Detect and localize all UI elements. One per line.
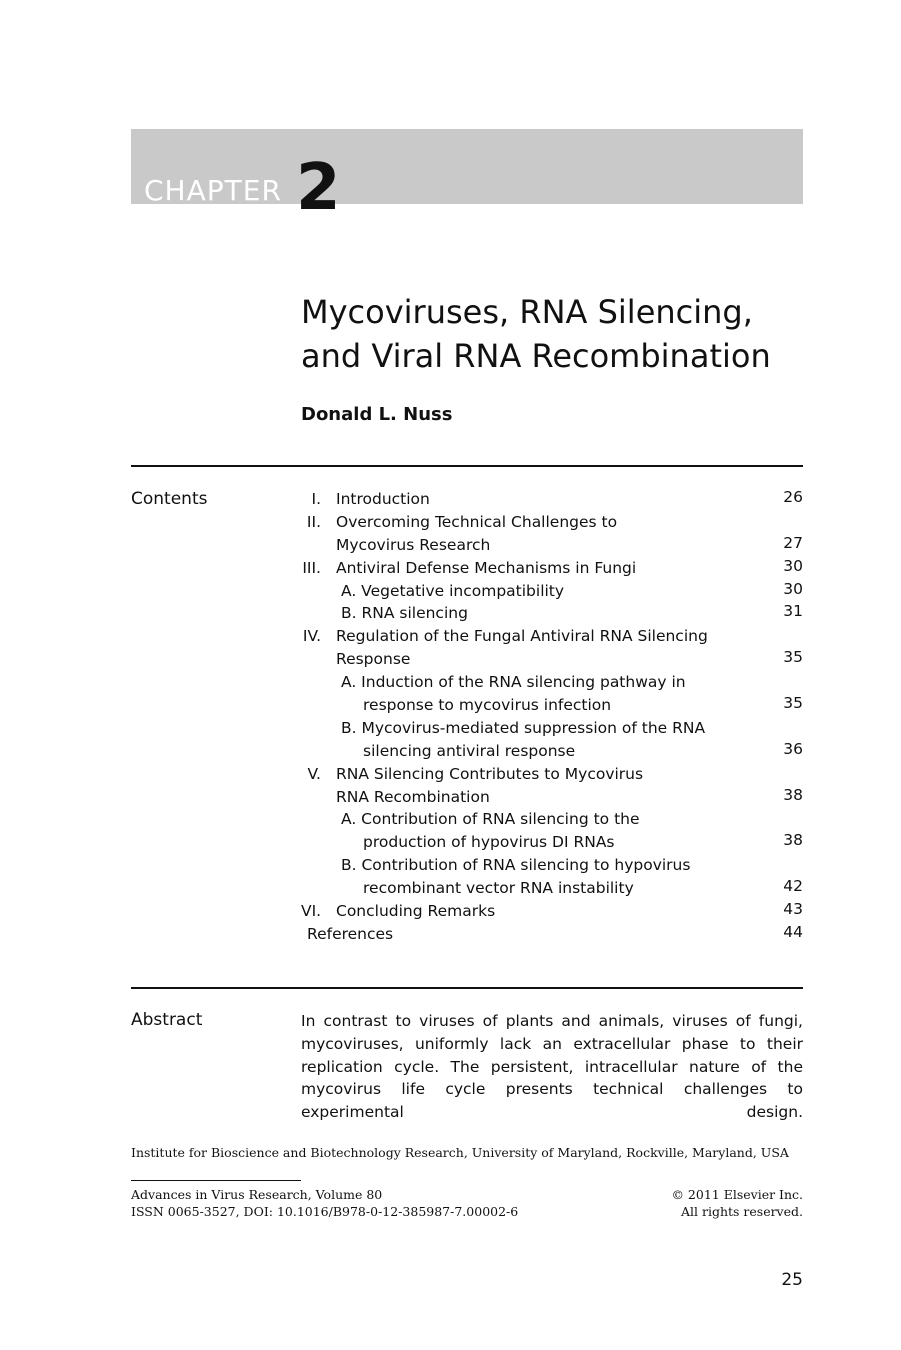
footnote-rule bbox=[131, 1180, 301, 1181]
toc-page-number: 26 bbox=[783, 488, 803, 506]
toc-line bbox=[301, 534, 803, 557]
toc-entry-text: Antiviral Defense Mechanisms in Fungi bbox=[336, 558, 637, 577]
toc-line bbox=[301, 717, 803, 740]
title-line-1: Mycoviruses, RNA Silencing, bbox=[301, 293, 753, 331]
journal-volume: Advances in Virus Research, Volume 80 bbox=[131, 1187, 383, 1202]
toc-line bbox=[301, 694, 803, 717]
title-line-2: and Viral RNA Recombination bbox=[301, 337, 771, 375]
toc-line bbox=[301, 854, 803, 877]
publication-info bbox=[131, 1186, 518, 1220]
toc-entry-text: Response bbox=[336, 650, 411, 669]
toc-page-number: 38 bbox=[783, 785, 803, 804]
contents-label: Contents bbox=[131, 489, 208, 509]
abstract-label: Abstract bbox=[131, 1010, 203, 1030]
toc-line bbox=[301, 923, 803, 946]
page-number: 25 bbox=[781, 1270, 803, 1290]
toc-page-number: 42 bbox=[783, 877, 803, 896]
toc-entry-text: Regulation of the Fungal Antiviral RNA Silencing bbox=[336, 627, 708, 646]
toc-line bbox=[301, 763, 803, 786]
toc-section-number: II. bbox=[306, 512, 321, 531]
toc-line bbox=[301, 625, 803, 648]
toc-line bbox=[301, 877, 803, 900]
toc-page-number: 38 bbox=[783, 831, 803, 850]
toc-entry-text: RNA Recombination bbox=[336, 787, 490, 806]
toc-page-number: 35 bbox=[783, 648, 803, 667]
toc-entry-text: Concluding Remarks bbox=[336, 902, 496, 921]
table-of-contents bbox=[301, 488, 803, 946]
toc-section-number: IV. bbox=[302, 627, 321, 646]
toc-section-number: V. bbox=[307, 764, 321, 783]
toc-entry-text: A. Induction of the RNA silencing pathway in bbox=[341, 673, 686, 692]
toc-page-number: 43 bbox=[783, 900, 803, 919]
copyright-notice: © 2011 Elsevier Inc. bbox=[671, 1187, 803, 1202]
author-affiliation: Institute for Bioscience and Biotechnology Research, University of Maryland, Rockville, Maryland, USA bbox=[131, 1145, 789, 1160]
toc-line bbox=[301, 511, 803, 534]
toc-entry-text: B. Contribution of RNA silencing to hypovirus bbox=[341, 856, 691, 875]
copyright-info bbox=[671, 1186, 803, 1220]
author-name: Donald L. Nuss bbox=[301, 404, 453, 425]
toc-entry-text: Mycovirus Research bbox=[336, 535, 491, 554]
toc-line bbox=[301, 831, 803, 854]
toc-page-number: 30 bbox=[783, 579, 803, 598]
contents-top-rule bbox=[131, 465, 803, 467]
rights-notice: All rights reserved. bbox=[680, 1204, 803, 1219]
toc-entry-text: response to mycovirus infection bbox=[363, 696, 612, 715]
abstract-top-rule bbox=[131, 987, 803, 989]
toc-line bbox=[301, 488, 803, 511]
toc-entry-text: Overcoming Technical Challenges to bbox=[336, 512, 618, 531]
toc-line bbox=[301, 557, 803, 580]
toc-section-number: I. bbox=[311, 490, 321, 508]
toc-entry-text: A. Contribution of RNA silencing to the bbox=[341, 810, 640, 829]
toc-page-number: 31 bbox=[783, 602, 803, 621]
toc-entry-text: A. Vegetative incompatibility bbox=[341, 581, 565, 600]
toc-line bbox=[301, 900, 803, 923]
toc-page-number: 44 bbox=[783, 922, 803, 941]
toc-section-number: III. bbox=[302, 558, 321, 577]
toc-line bbox=[301, 740, 803, 763]
toc-line bbox=[301, 808, 803, 831]
toc-page-number: 27 bbox=[783, 533, 803, 552]
toc-page-number: 30 bbox=[783, 556, 803, 575]
toc-line bbox=[301, 602, 803, 625]
toc-entry-text: RNA Silencing Contributes to Mycovirus bbox=[336, 764, 644, 783]
chapter-label: CHAPTER bbox=[144, 174, 282, 207]
abstract-text: In contrast to viruses of plants and animals, viruses of fungi, mycoviruses, uniformly lack an extracellular phase to their replication cycle. The persistent, intracellular nature of the mycovirus life cycle presents technical challenges to experimental design. bbox=[301, 1012, 803, 1122]
toc-line bbox=[301, 580, 803, 603]
toc-page-number: 35 bbox=[783, 694, 803, 713]
issn-doi: ISSN 0065-3527, DOI: 10.1016/B978-0-12-385987-7.00002-6 bbox=[131, 1204, 519, 1219]
toc-entry-text: References bbox=[307, 924, 394, 943]
toc-line bbox=[301, 786, 803, 809]
toc-entry-text: silencing antiviral response bbox=[363, 741, 576, 760]
toc-entry-text: recombinant vector RNA instability bbox=[363, 879, 634, 898]
toc-line bbox=[301, 671, 803, 694]
chapter-title bbox=[301, 290, 801, 378]
chapter-number: 2 bbox=[296, 151, 341, 225]
toc-entry-text: B. Mycovirus-mediated suppression of the RNA bbox=[341, 718, 706, 737]
toc-section-number: VI. bbox=[301, 902, 322, 921]
toc-line bbox=[301, 648, 803, 671]
toc-entry-text: B. RNA silencing bbox=[341, 604, 468, 623]
toc-entry-text: production of hypovirus DI RNAs bbox=[363, 833, 615, 852]
toc-entry-text: Introduction bbox=[336, 490, 430, 508]
toc-page-number: 36 bbox=[783, 739, 803, 758]
